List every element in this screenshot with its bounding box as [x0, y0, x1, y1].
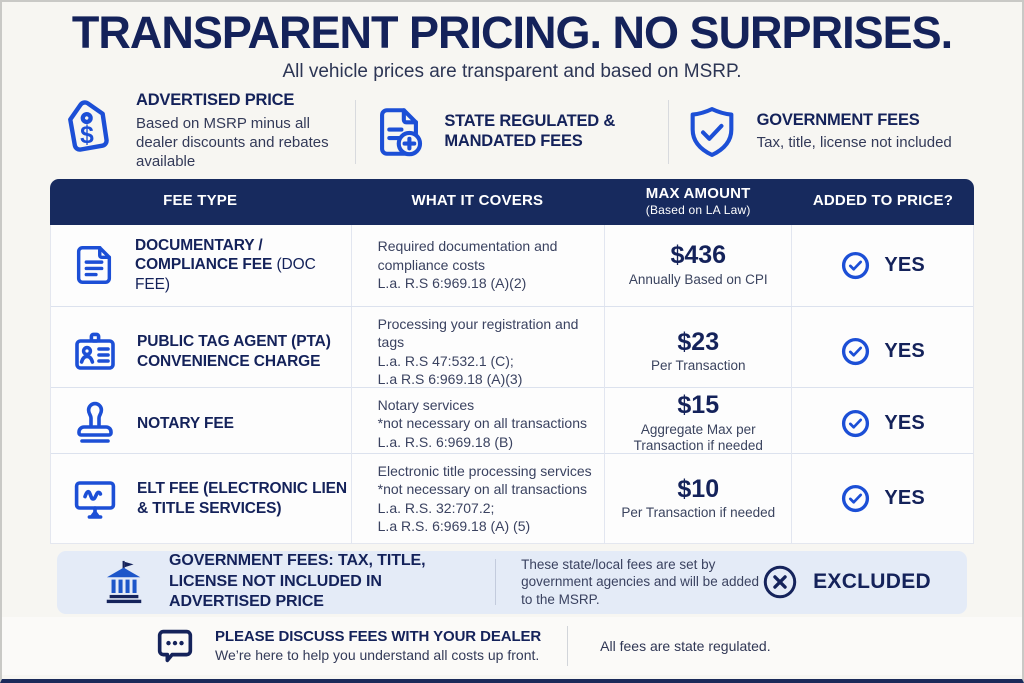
fee-name: PUBLIC TAG AGENT (PTA) CONVENIENCE CHARGE: [137, 333, 331, 370]
table-row-pta-charge: [51, 306, 973, 387]
benefit-description: Tax, title, license not included: [756, 134, 952, 152]
fee-covers: Electronic title processing services *not necessary on all transactions L.a. R.S. 32:707.2; L.a R.S. 6:969.18 (A) (5): [351, 454, 605, 544]
stamp-icon: [71, 399, 119, 447]
excluded-status: [761, 563, 931, 601]
fee-covers: Required documentation and compliance costs L.a. R.S 6:969.18 (A)(2): [351, 225, 605, 306]
table-row-notary-fee: [51, 387, 973, 453]
vertical-divider: [567, 626, 568, 666]
fee-name-note: (DOC FEE): [135, 256, 316, 293]
check-circle-icon: [840, 250, 871, 281]
svg-text:$: $: [80, 122, 94, 150]
fee-table: [50, 179, 974, 544]
check-circle-icon: [840, 336, 871, 367]
id-badge-icon: [71, 327, 119, 377]
page-subtitle: All vehicle prices are transparent and based on MSRP.: [282, 60, 742, 82]
document-lines-icon: [71, 240, 117, 290]
fee-name: NOTARY FEE: [137, 414, 234, 432]
status-badge: EXCLUDED: [813, 570, 931, 593]
government-fees-banner: [57, 551, 967, 614]
document-plus-icon: [370, 101, 428, 163]
fee-covers: Notary services *not necessary on all transactions L.a. R.S. 6:969.18 (B): [351, 388, 605, 460]
price-tag-icon: [58, 100, 120, 162]
fee-added-to-price: YES: [791, 388, 973, 460]
benefit-title: ADVERTISED PRICE: [136, 91, 295, 110]
fee-added-to-price: YES: [791, 454, 973, 544]
check-circle-icon: [840, 408, 871, 439]
speech-bubble-icon: [152, 623, 198, 669]
benefit-title: STATE REGULATED & MANDATED FEES: [444, 111, 616, 150]
header: [2, 2, 1022, 83]
fee-max-amount: $10 Per Transaction if needed: [604, 454, 791, 544]
benefit-title: GOVERNMENT FEES: [756, 110, 920, 129]
column-header-covers: WHAT IT COVERS: [411, 192, 544, 210]
fee-max-amount: $23 Per Transaction: [604, 307, 791, 397]
column-header-added: ADDED TO PRICE?: [812, 192, 954, 210]
page-title: TRANSPARENT PRICING. NO SURPRISES.: [71, 7, 953, 58]
fee-name: ELT FEE (ELECTRONIC LIEN & TITLE SERVICES): [137, 480, 348, 517]
column-header-max-amount-note: (Based on LA Law): [645, 202, 751, 217]
monitor-signature-icon: [71, 475, 119, 523]
fee-covers: Processing your registration and tags L.a. R.S 47:532.1 (C); L.a R.S 6:969.18 (A)(3): [351, 307, 605, 397]
column-header-max-amount: MAX AMOUNT (Based on LA Law): [604, 186, 792, 217]
banner-description: These state/local fees are set by government agencies and will be added to the MSRP.: [521, 556, 759, 607]
fee-max-amount: $436 Annually Based on CPI: [604, 225, 791, 306]
government-building-icon: [101, 559, 147, 605]
column-header-fee-type: FEE TYPE: [163, 192, 238, 210]
table-row-elt-fee: [51, 453, 973, 543]
benefit-advertised-price: [44, 91, 355, 171]
fee-added-to-price: YES: [791, 225, 973, 306]
footer-note: All fees are state regulated.: [600, 637, 771, 654]
benefit-state-fees: [356, 101, 667, 163]
fee-table-header: [50, 179, 974, 225]
footer-description: We’re here to help you understand all costs up front.: [215, 647, 540, 663]
fee-max-amount: $15 Aggregate Max per Transaction if needed: [604, 388, 791, 460]
footer: [2, 617, 1022, 675]
fee-table-body: [50, 225, 974, 544]
check-circle-icon: [840, 483, 871, 514]
benefit-description: Based on MSRP minus all dealer discounts and rebates available: [136, 115, 329, 171]
fee-added-to-price: YES: [791, 307, 973, 397]
benefit-government-fees: [669, 101, 980, 163]
footer-title: PLEASE DISCUSS FEES WITH YOUR DEALER: [215, 628, 542, 645]
banner-title: GOVERNMENT FEES: TAX, TITLE, LICENSE NOT INCLUDED IN ADVERTISED PRICE: [169, 552, 426, 611]
fee-name: DOCUMENTARY / COMPLIANCE FEE (DOC FEE): [135, 236, 316, 293]
table-row-doc-fee: [51, 225, 973, 306]
circle-x-icon: [761, 563, 799, 601]
shield-check-icon: [683, 101, 741, 163]
benefits-strip: [2, 85, 1022, 179]
